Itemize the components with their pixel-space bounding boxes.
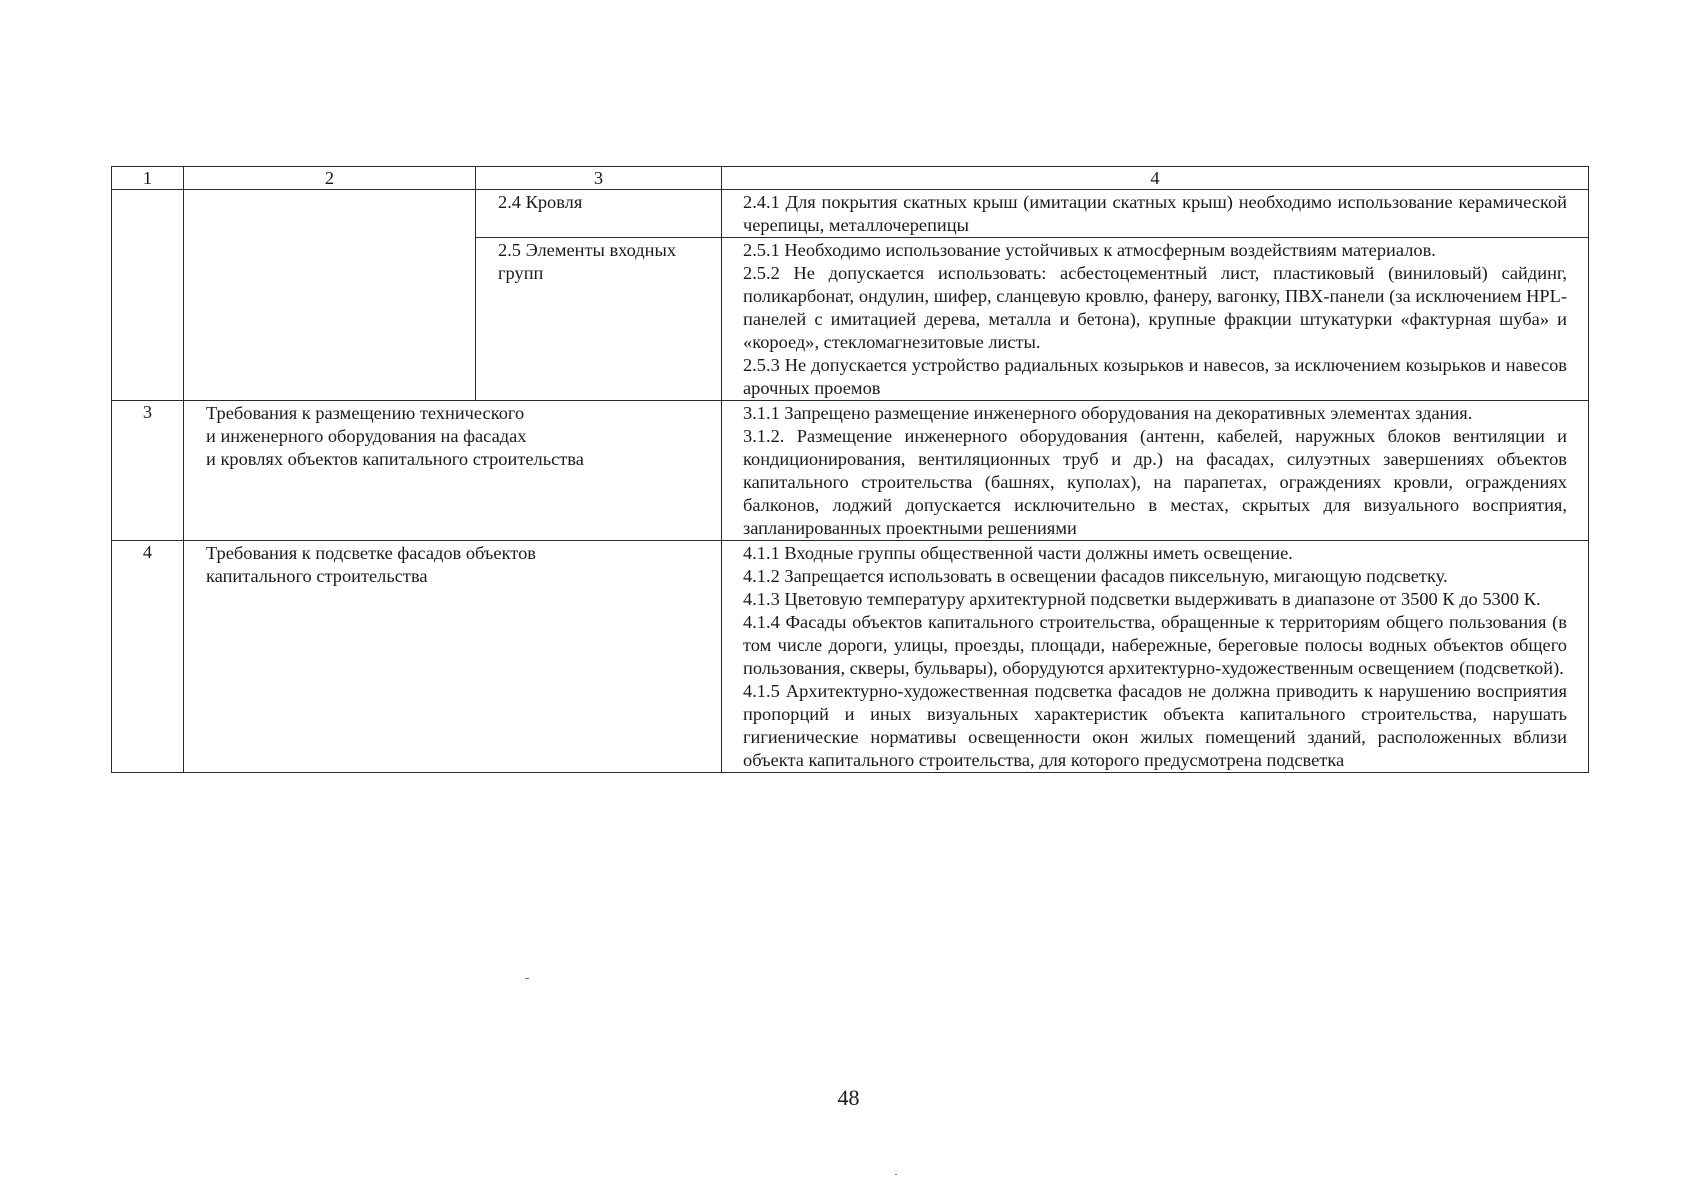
section-title-line: и кровлях объектов капитального строительства [206,449,584,469]
scan-speck [525,978,529,979]
requirements-table [111,166,1589,773]
requirement-item: 4.1.3 Цветовую температуру архитектурной подсветки выдерживать в диапазоне от 3500 К до 5300 К. [743,589,1541,609]
requirement-item: 3.1.1 Запрещено размещение инженерного оборудования на декоративных элементах здания. [743,403,1473,423]
requirement-item: 4.1.2 Запрещается использовать в освещении фасадов пиксельную, мигающую подсветку. [743,566,1448,586]
row-number: 3 [112,401,184,541]
requirement-item: 2.4.1 Для покрытия скатных крыш (имитации скатных крыш) необходимо использование керамической черепицы, металлочерепицы [743,192,1567,235]
requirements-cell-3 [722,401,1589,541]
header-cell-1: 1 [112,167,184,190]
section-title-line: капитального строительства [206,566,428,586]
requirements-cell-2-4 [722,190,1589,238]
empty-number-cell [112,190,184,401]
requirements-cell-2-5 [722,238,1589,401]
section-title-line: Требования к размещению технического [206,403,525,423]
requirement-item: 2.5.1 Необходимо использование устойчивых к атмосферным воздействиям материалов. [743,240,1436,260]
requirements-cell-4 [722,541,1589,773]
scan-speck [895,1174,897,1175]
table-header-row [112,167,1589,190]
header-cell-2: 2 [184,167,476,190]
section-title-lighting [184,541,722,773]
requirement-item: 2.5.3 Не допускается устройство радиальных козырьков и навесов, за исключением козырьков и навесов арочных проемов [743,355,1567,398]
header-cell-4: 4 [722,167,1589,190]
table-row-3 [112,401,1589,541]
row-number: 4 [112,541,184,773]
empty-title-cell [184,190,476,401]
requirement-item: 3.1.2. Размещение инженерного оборудования (антенн, кабелей, наружных блоков вентиляции и кондиционирования, вентиляционных труб и др.) на фасадах, силуэтных завершениях объектов капитального строительства (башнях, куполах), на парапетах, ограждениях кровли, ограждениях балконов, лоджий допускается исключительно в местах, скрытых для визуального восприятия, запланированных проектными решениями [743,426,1567,538]
subsection-roof: 2.4 Кровля [476,190,722,238]
requirement-item: 4.1.1 Входные группы общественной части должны иметь освещение. [743,543,1293,563]
requirement-item: 2.5.2 Не допускается использовать: асбестоцементный лист, пластиковый (виниловый) сайдинг, поликарбонат, ондулин, шифер, сланцевую кровлю, фанеру, вагонку, ПВХ-панели (за исключением HPL-панелей с имитацией дерева, металла и бетона), крупные фракции штукатурки «фактурная шуба» и «короед», стекломагнезитовые листы. [743,263,1567,352]
section-title-line: и инженерного оборудования на фасадах [206,426,527,446]
requirement-item: 4.1.4 Фасады объектов капитального строительства, обращенные к территориям общего пользования (в том числе дороги, улицы, проезды, площади, набережные, береговые полосы водных объектов общего пользования, скверы, бульвары), оборудуются архитектурно-художественным освещением (подсветкой). [743,612,1567,678]
table-row-2-4 [112,190,1589,238]
page-number: 48 [837,1085,860,1110]
subsection-entrance-groups: 2.5 Элементы входных групп [476,238,722,401]
requirement-item: 4.1.5 Архитектурно-художественная подсветка фасадов не должна приводить к нарушению восприятия пропорций и иных визуальных характеристик объекта капитального строительства, нарушать гигиенические нормативы освещенности окон жилых помещений зданий, расположенных вблизи объекта капитального строительства, для которого предусмотрена подсветка [743,681,1567,770]
table-row-4 [112,541,1589,773]
header-cell-3: 3 [476,167,722,190]
section-title-equipment [184,401,722,541]
section-title-line: Требования к подсветке фасадов объектов [206,543,536,563]
